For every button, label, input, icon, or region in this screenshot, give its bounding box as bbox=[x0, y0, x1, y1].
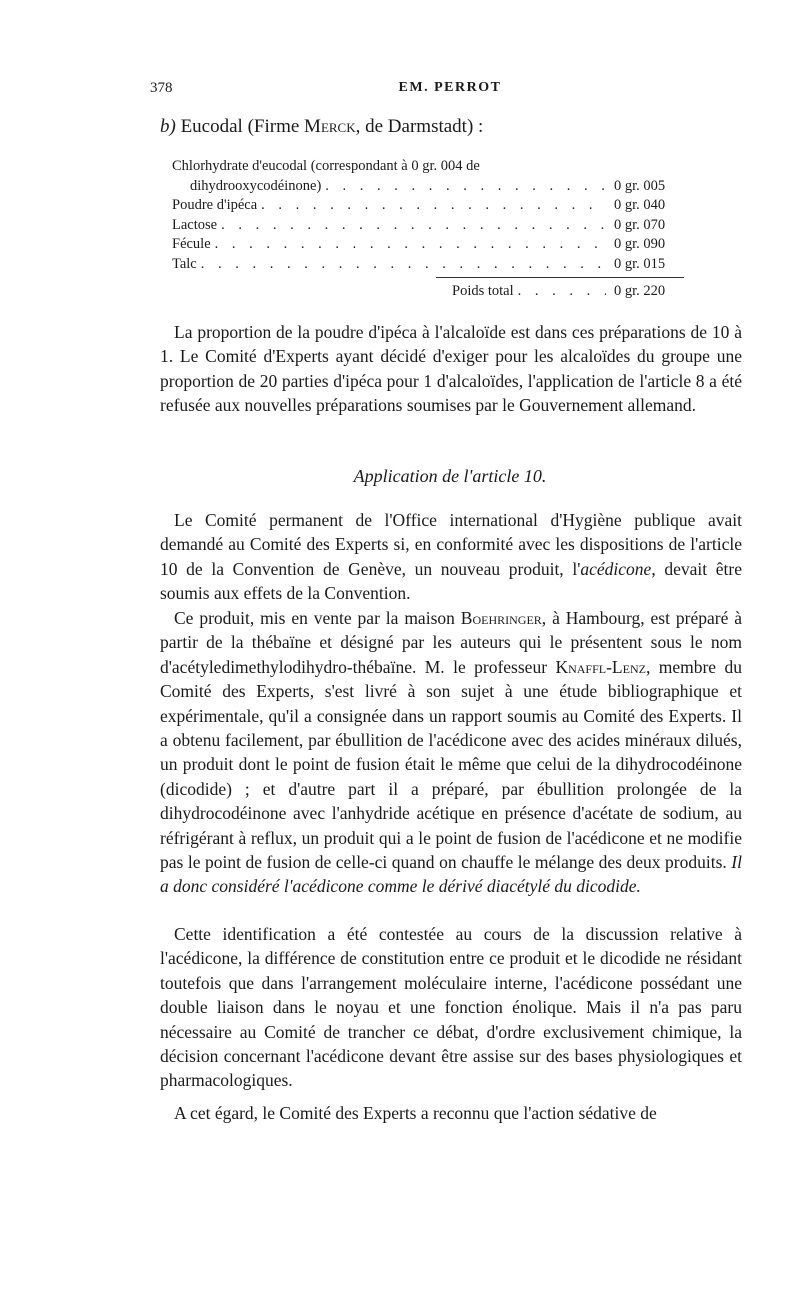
formula-item-name: Lactose bbox=[172, 216, 218, 233]
formula-row bbox=[172, 255, 684, 275]
formula-item-name: Poudre d'ipéca bbox=[172, 197, 258, 213]
paragraph-request-text-after: , devait être soumis aux effets de la Convention. bbox=[160, 558, 743, 604]
total-value: 0 gr. 220 bbox=[614, 283, 666, 299]
subheading-eucodal bbox=[160, 116, 483, 138]
formula-row bbox=[172, 196, 684, 216]
formula-item-value: 0 gr. 040 bbox=[614, 197, 666, 213]
paragraph-product-part3: , membre du Comité des Experts, s'est livré à son sujet à une étude bibliographique et expérimentale, qu'il a consignée dans un rapport soumis au Comité des Experts. Il a obtenu facilement, par ébullition de l'acédicone avec des acides minéraux dilués, un produit dont le point de fusion était le même que celui de la dihydrocodéinone (dicodide) ; et d'autre part il a préparé, par ébullition prolongée de la dihydrocodéinone avec l'anhydride acétique en présence d'acétate de sodium, au réfrigérant à reflux, un produit qui a le point de fusion de l'acédicone et ne modifie pas le point de fusion de celle-ci quand on chauffe le mélange des deux produits. bbox=[160, 656, 742, 873]
leader-dots bbox=[201, 255, 606, 275]
formula-total-row bbox=[452, 283, 684, 300]
formula-row bbox=[172, 216, 684, 236]
paragraph-product-part2: , à Hambourg, est préparé à partir de la thébaïne et désigné par les auteurs qui le présentent sous le nom d'acétyledimethylodihydro-thébaïne. M. le professeur bbox=[160, 608, 742, 677]
total-label: Poids total bbox=[452, 283, 514, 299]
leader-dots bbox=[518, 283, 606, 300]
firm-name: Boehringer bbox=[460, 608, 542, 628]
formula-first-item-value: 0 gr. 005 bbox=[614, 177, 666, 194]
paragraph-product bbox=[160, 606, 742, 899]
formula-first-item-line1: Chlorhydrate d'eucodal (correspondant à 0 gr. 004 de bbox=[172, 158, 480, 174]
professor-name: Knaffl-Lenz bbox=[555, 656, 646, 677]
formula-item-value: 0 gr. 015 bbox=[614, 255, 666, 272]
subheading-text-after: , de Darmstadt) : bbox=[355, 116, 484, 137]
formula-first-item-line2: dihydrooxycodéinone) bbox=[190, 177, 322, 194]
leader-dots bbox=[221, 216, 606, 236]
paragraph-request-text-before: Le Comité permanent de l'Office international d'Hygiène publique avait demandé au Comité des Experts si, en conformité avec les dispositions de l'article 10 de la Convention de Genève, un nouveau produit, l' bbox=[160, 510, 742, 579]
page-header bbox=[150, 80, 750, 102]
subheading-letter: b) bbox=[160, 116, 176, 137]
subheading-text-before: Eucodal (Firme bbox=[175, 116, 305, 137]
paragraph-proportion: La proportion de la poudre d'ipéca à l'alcaloïde est dans ces préparations de 10 à 1. Le Comité d'Experts ayant décidé d'exiger pour les alcaloïdes du groupe une proportion de 20 parties d'ipéca pour 1 d'alcaloïdes, l'application de l'article 8 a été refusée aux nouvelles préparations soumises par le Gouvernement allemand. bbox=[160, 322, 742, 416]
formula-item-name: Fécule bbox=[172, 236, 211, 252]
running-head: EM. PERROT bbox=[398, 80, 502, 95]
formula-item-value: 0 gr. 070 bbox=[614, 216, 666, 233]
acedicone-term: acédicone bbox=[580, 558, 652, 579]
page-number: 378 bbox=[150, 80, 173, 96]
conclusion-italic: Il a donc considéré l'acédicone comme le dérivé diacétylé du dicodide. bbox=[160, 852, 742, 897]
paragraph-request bbox=[160, 508, 742, 606]
paragraph-sedative: A cet égard, le Comité des Experts a reconnu que l'action sédative de bbox=[174, 1103, 657, 1123]
leader-dots bbox=[261, 196, 606, 216]
formula-row bbox=[172, 235, 684, 255]
leader-dots bbox=[215, 235, 606, 255]
section-title: Application de l'article 10. bbox=[353, 466, 547, 486]
formula-row-first bbox=[172, 177, 684, 197]
formula-item-name: Talc bbox=[172, 255, 197, 272]
subheading-firm: Merck bbox=[304, 116, 356, 137]
paragraph-product-part1: Ce produit, mis en vente par la maison bbox=[174, 608, 461, 628]
formula-table bbox=[172, 157, 684, 274]
leader-dots bbox=[325, 177, 606, 197]
paragraph-identification: Cette identification a été contestée au cours de la discussion relative à l'acédicone, la différence de constitution entre ce produit et le dicodide ne résidant toutefois que dans l'arrangement moléculaire interne, l'acédicone possédant une double liaison dans le noyau et une fonction énolique. Mais il n'a pas paru nécessaire au Comité de trancher ce débat, d'ordre exclusivement chimique, la décision concernant l'acédicone devant être assise sur des bases physiologiques et pharmacologiques. bbox=[160, 924, 742, 1091]
formula-item-value: 0 gr. 090 bbox=[614, 236, 666, 252]
total-divider bbox=[436, 277, 684, 278]
